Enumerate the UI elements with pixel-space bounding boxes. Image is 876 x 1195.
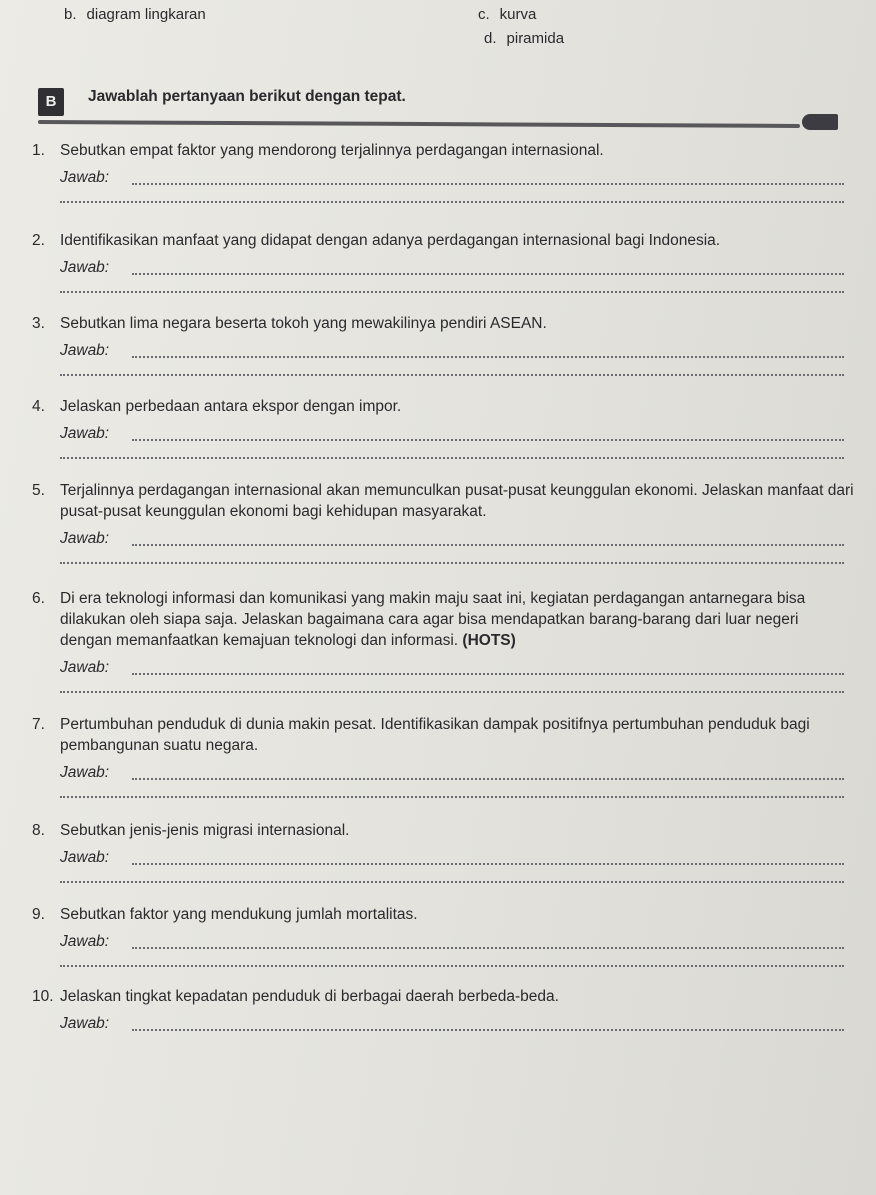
question-text bbox=[32, 140, 854, 161]
question-body: Sebutkan faktor yang mendukung jumlah mortalitas. bbox=[60, 906, 418, 923]
answer-row bbox=[32, 1013, 854, 1035]
answer-label: Jawab: bbox=[60, 933, 110, 950]
question-8 bbox=[32, 820, 854, 883]
answer-row bbox=[32, 257, 854, 279]
answer-label: Jawab: bbox=[60, 169, 110, 186]
question-text bbox=[32, 986, 854, 1007]
question-1 bbox=[32, 140, 854, 203]
answer-label: Jawab: bbox=[60, 530, 110, 547]
question-body: Sebutkan lima negara beserta tokoh yang mewakilinya pendiri ASEAN. bbox=[60, 315, 547, 332]
answer-row bbox=[32, 657, 854, 679]
answer-label: Jawab: bbox=[60, 764, 110, 781]
answer-line[interactable] bbox=[60, 965, 844, 967]
question-text bbox=[32, 396, 854, 417]
answer-line[interactable] bbox=[60, 457, 844, 459]
question-number: 10. bbox=[32, 988, 54, 1005]
section-header bbox=[38, 86, 848, 130]
hots-tag: (HOTS) bbox=[462, 632, 516, 649]
answer-line[interactable] bbox=[60, 201, 844, 203]
answer-row bbox=[32, 340, 854, 362]
question-number: 1. bbox=[32, 142, 45, 159]
question-body: Terjalinnya perdagangan internasional akan memunculkan pusat-pusat keunggulan ekonomi. Jelaskan manfaat dari pusat-pusat keunggulan ekonomi bagi kehidupan masyarakat. bbox=[60, 482, 854, 520]
section-badge: B bbox=[38, 88, 64, 116]
question-body: Jelaskan perbedaan antara ekspor dengan impor. bbox=[60, 398, 402, 415]
question-text bbox=[32, 588, 854, 651]
question-5 bbox=[32, 480, 854, 564]
question-6 bbox=[32, 588, 854, 693]
question-body: Identifikasikan manfaat yang didapat dengan adanya perdagangan internasional bagi Indonesia. bbox=[60, 232, 721, 249]
question-number: 3. bbox=[32, 315, 45, 332]
question-2 bbox=[32, 230, 854, 293]
answer-line[interactable] bbox=[132, 947, 844, 949]
answer-line[interactable] bbox=[132, 544, 844, 546]
answer-line[interactable] bbox=[132, 1029, 844, 1031]
option-c-letter: c. bbox=[478, 6, 490, 23]
answer-line[interactable] bbox=[132, 673, 844, 675]
question-number: 4. bbox=[32, 398, 45, 415]
answer-label: Jawab: bbox=[60, 425, 110, 442]
question-body: Sebutkan jenis-jenis migrasi internasional. bbox=[60, 822, 350, 839]
option-b-text: diagram lingkaran bbox=[86, 6, 206, 23]
question-text bbox=[32, 480, 854, 522]
option-c-text: kurva bbox=[499, 6, 537, 23]
option-d-letter: d. bbox=[484, 30, 497, 47]
question-number: 2. bbox=[32, 232, 45, 249]
answer-line[interactable] bbox=[60, 691, 844, 693]
answer-line[interactable] bbox=[60, 796, 844, 798]
answer-line[interactable] bbox=[132, 183, 844, 185]
question-body: Jelaskan tingkat kepadatan penduduk di berbagai daerah berbeda-beda. bbox=[60, 988, 559, 1005]
answer-line[interactable] bbox=[132, 273, 844, 275]
answer-row bbox=[32, 423, 854, 445]
question-body: Sebutkan empat faktor yang mendorong terjalinnya perdagangan internasional. bbox=[60, 142, 604, 159]
answer-row bbox=[32, 931, 854, 953]
section-title: Jawablah pertanyaan berikut dengan tepat. bbox=[88, 88, 406, 105]
question-7 bbox=[32, 714, 854, 798]
question-9 bbox=[32, 904, 854, 967]
question-text bbox=[32, 714, 854, 756]
question-number: 7. bbox=[32, 716, 45, 733]
answer-label: Jawab: bbox=[60, 342, 110, 359]
answer-line[interactable] bbox=[60, 291, 844, 293]
question-10 bbox=[32, 986, 854, 1035]
answer-label: Jawab: bbox=[60, 849, 110, 866]
question-text bbox=[32, 313, 854, 334]
answer-line[interactable] bbox=[132, 356, 844, 358]
answer-line[interactable] bbox=[60, 374, 844, 376]
answer-line[interactable] bbox=[132, 863, 844, 865]
answer-row bbox=[32, 528, 854, 550]
option-d bbox=[484, 30, 564, 47]
answer-label: Jawab: bbox=[60, 259, 110, 276]
question-number: 8. bbox=[32, 822, 45, 839]
answer-line[interactable] bbox=[132, 439, 844, 441]
question-text bbox=[32, 230, 854, 251]
option-d-text: piramida bbox=[506, 30, 565, 47]
question-body: Pertumbuhan penduduk di dunia makin pesat. Identifikasikan dampak positifnya pertumbuhan penduduk bagi pembangunan suatu negara. bbox=[60, 716, 810, 754]
option-c bbox=[478, 6, 536, 23]
question-number: 6. bbox=[32, 590, 45, 607]
question-4 bbox=[32, 396, 854, 459]
question-number: 9. bbox=[32, 906, 45, 923]
answer-row bbox=[32, 847, 854, 869]
answer-row bbox=[32, 762, 854, 784]
answer-label: Jawab: bbox=[60, 659, 110, 676]
answer-line[interactable] bbox=[60, 562, 844, 564]
section-divider bbox=[38, 120, 800, 128]
question-3 bbox=[32, 313, 854, 376]
answer-row bbox=[32, 167, 854, 189]
answer-line[interactable] bbox=[132, 778, 844, 780]
option-b-letter: b. bbox=[64, 6, 77, 23]
answer-label: Jawab: bbox=[60, 1015, 110, 1032]
question-text bbox=[32, 904, 854, 925]
answer-line[interactable] bbox=[60, 881, 844, 883]
question-text bbox=[32, 820, 854, 841]
section-tab-decoration bbox=[802, 114, 838, 130]
option-b bbox=[64, 6, 206, 23]
question-body: Di era teknologi informasi dan komunikasi yang makin maju saat ini, kegiatan perdagangan antarnegara bisa dilakukan oleh siapa saja. Jelaskan bagaimana cara agar bisa mendapatkan barang-barang dari luar negeri dengan memanfaatkan kemajuan teknologi dan informasi. bbox=[60, 590, 806, 649]
question-number: 5. bbox=[32, 482, 45, 499]
